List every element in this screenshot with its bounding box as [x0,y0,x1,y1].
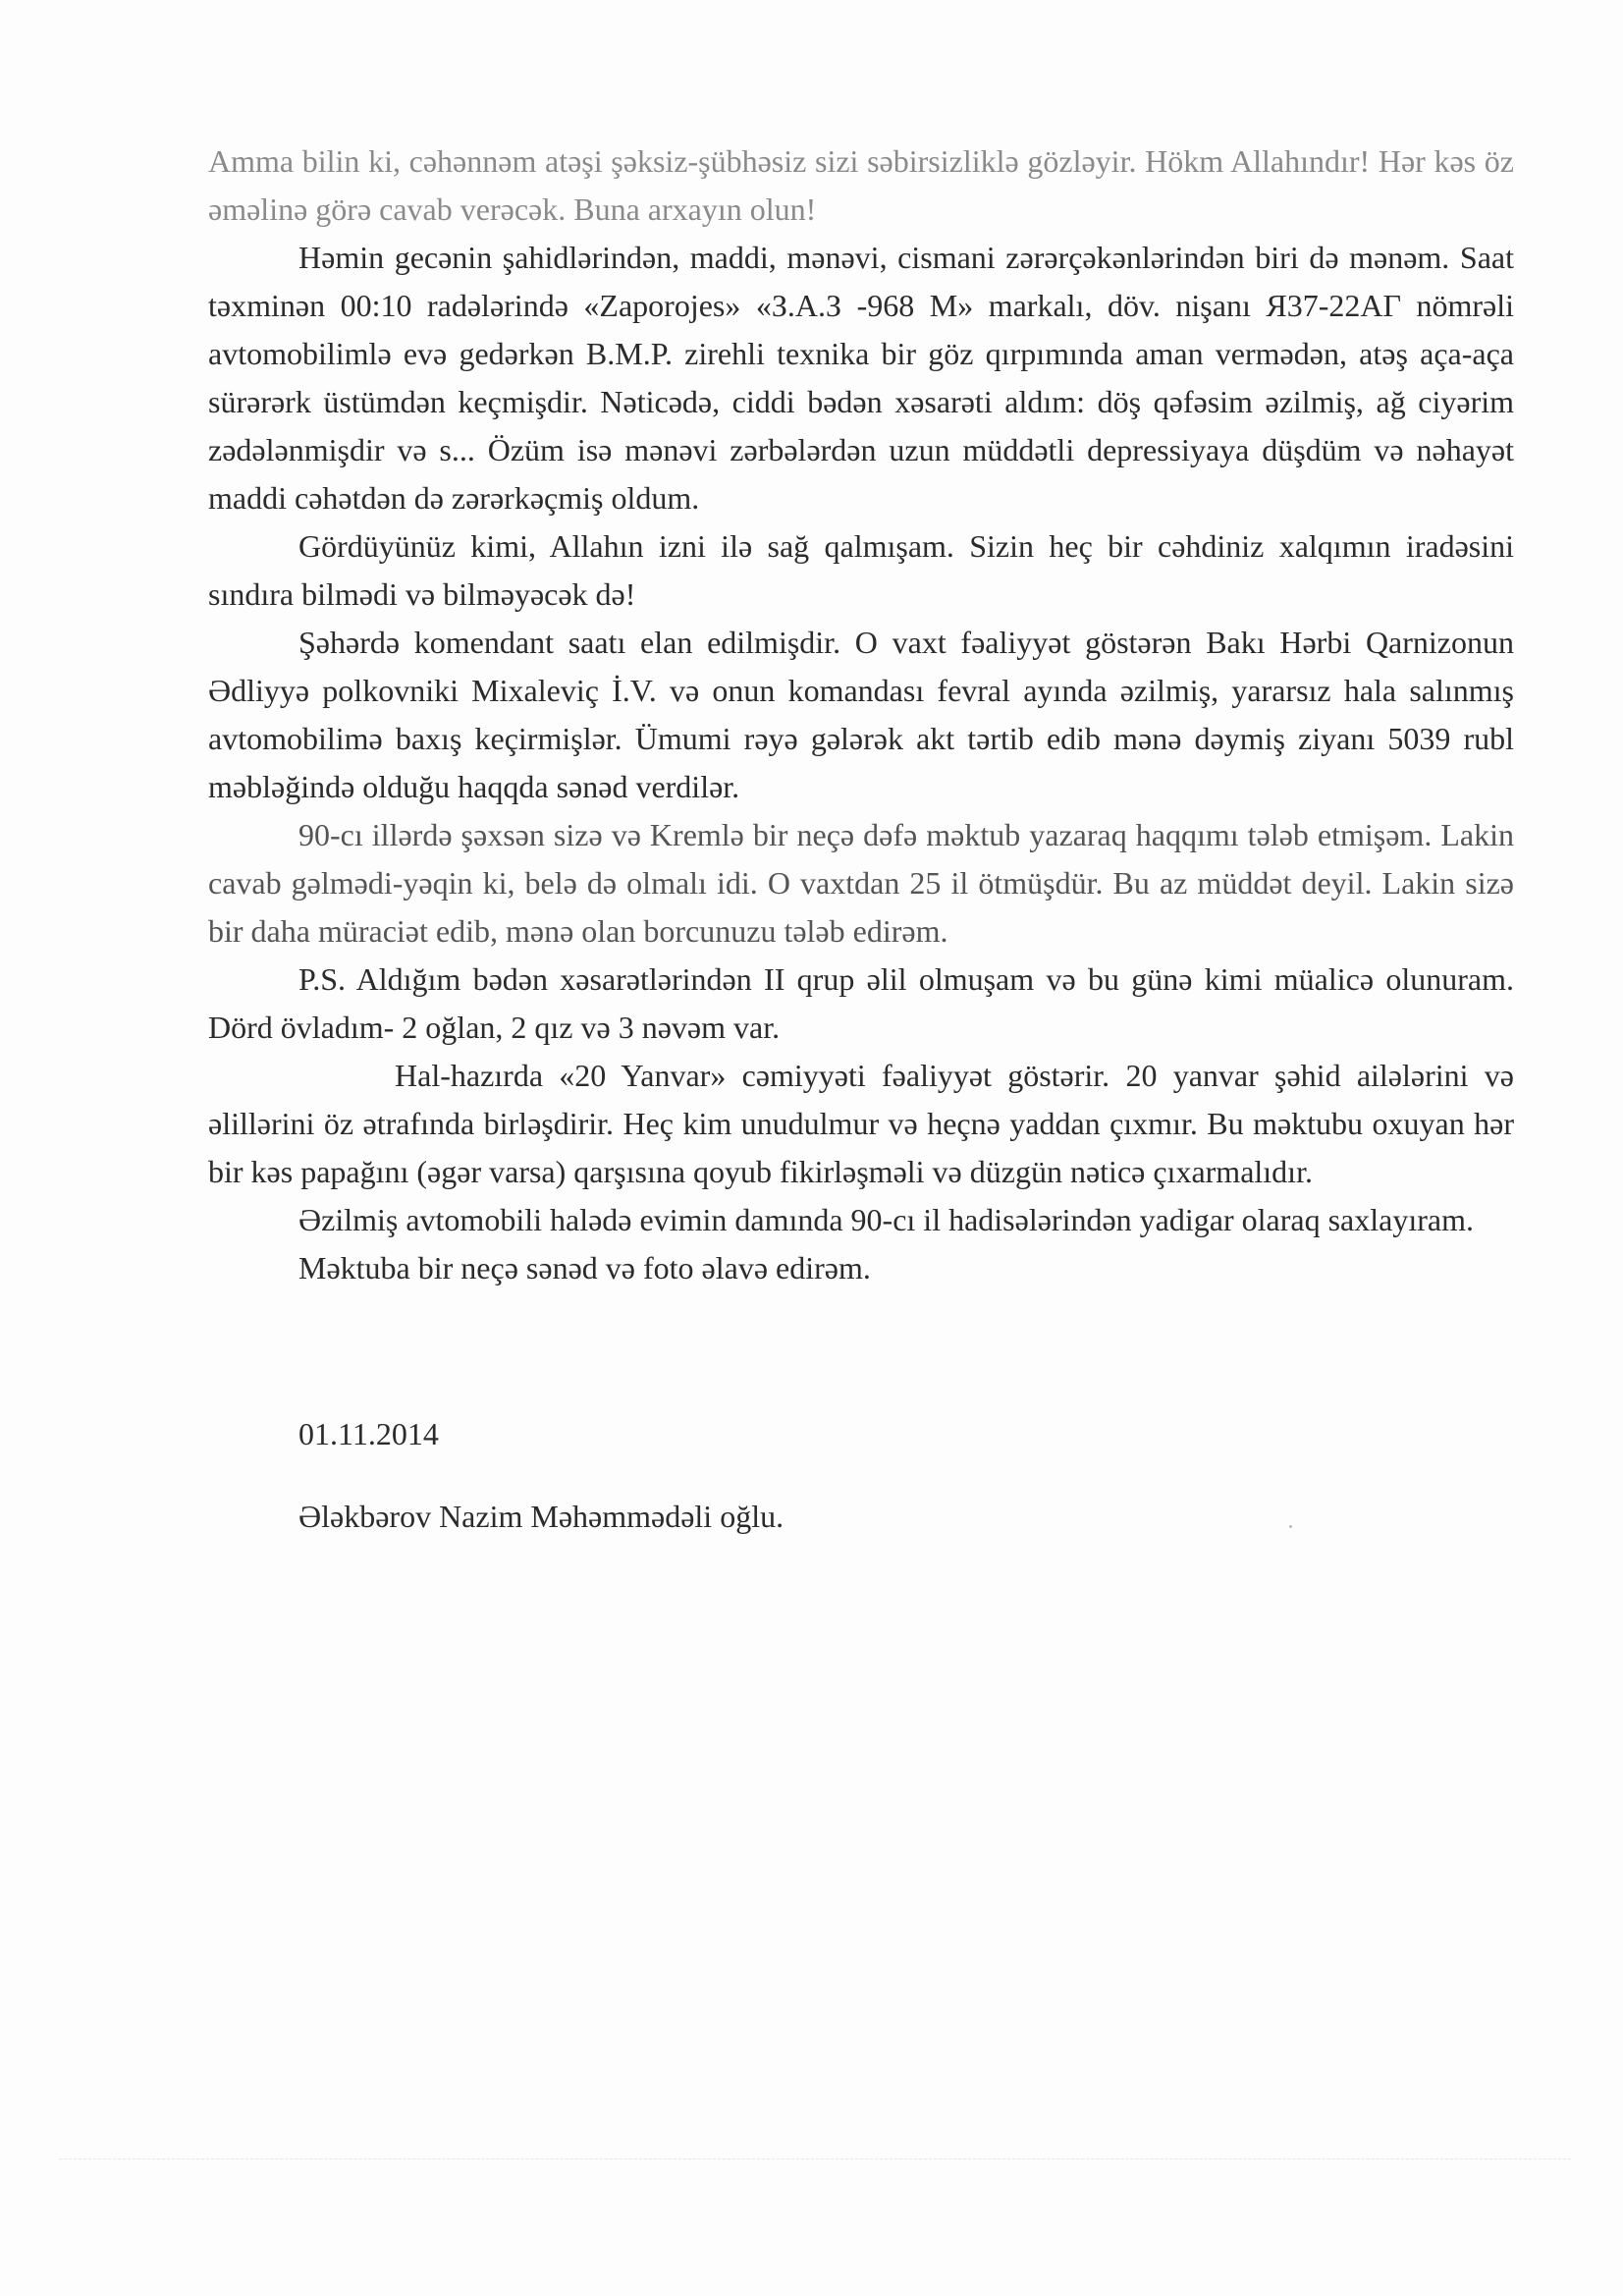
paragraph-witness-account: Həmin gecənin şahidlərindən, maddi, mənəvi, cismani zərərçəkənlərindən biri də mənəm. Saat təxminən 00:10 radələrində «Zaporojes» «З.А.З -968 M» markalı, döv. nişanı Я37-22АГ nömrəli avtomobilimlə evə gedərkən B.M.P. zirehli texnika bir göz qırpımında aman vermədən, atəş açа-açа sürərərk üstümdən keçmişdir. Nəticədə, ciddi bədən xəsarəti aldım: döş qəfəsim əzilmiş, ağ ciyərim zədələnmişdir və s... Özüm isə mənəvi zərbələrdən uzun müddətli depressiyaya düşdüm və nəhayət maddi cəhətdən də zərərkəçmiş oldum. [208,240,1514,516]
scan-speck [1289,1525,1292,1528]
paragraph-crushed-car: Əzilmiş avtomobili halədə evimin damında 90-cı il hadisələrindən yadigar olaraq saxlayıram. [298,1202,1474,1237]
spacer [208,1292,1514,1410]
spacer [208,1458,1514,1493]
paragraph-hell-warning: Amma bilin ki, cəhənnəm atəşi şəksiz-şübhəsiz sizi səbirsizliklə gözləyir. Hökm Allahındır! Hər kəs öz əməlinə görə cavab verəcək. Buna arxayın olun! [208,143,1514,227]
paragraph-letters-to-kremlin: 90-cı illərdə şəxsən sizə və Kremlə bir neçə dəfə məktub yazaraq haqqımı tələb etmişəm. Lakin cavab gəlmədi-yəqin ki, belə də olmalı idi. O vaxtdan 25 il ötmüşdür. Bu az müddət deyil. Lakin sizə bir daha müraciət edib, mənə olan borcunuzu tələb edirəm. [208,817,1514,949]
paragraph-attachments: Məktuba bir neçə sənəd və foto əlavə edirəm. [298,1250,871,1285]
letter-date: 01.11.2014 [298,1416,439,1451]
letter-body [208,137,1514,1541]
paragraph-survived: Gördüyünüz kimi, Allahın izni ilə sağ qalmışam. Sizin heç bir cəhdiniz xalqımın iradəsini sındıra bilmədi və bilməyəcək də! [208,528,1514,612]
letter-signature: Ələkbərov Nazim Məhəmmədəli oğlu. [298,1499,784,1534]
paragraph-society: Hal-hazırda «20 Yanvar» cəmiyyəti fəaliyyət göstərir. 20 yanvar şəhid ailələrini və əlillərini öz ətrafında birləşdirir. Heç kim unudulmur və heçnə yaddan çıxmır. Bu məktubu oxuyan hər bir kəs papağını (əgər varsa) qarşısına qoyub fikirləşməli və düzgün nəticə çıxarmalıdır. [208,1058,1514,1189]
paragraph-curfew-inspection: Şəhərdə komendant saatı elan edilmişdir. O vaxt fəaliyyət göstərən Bakı Hərbi Qarnizonun Ədliyyə polkovniki Mixaleviç İ.V. və onun komandası fevral ayında əzilmiş, yararsız hala salınmış avtomobilimə baxış keçirmişlər. Ümumi rəyə gələrək akt tərtib edib mənə dəymiş ziyanı 5039 rubl məbləğində olduğu haqqda sənəd verdilər. [208,625,1514,804]
paragraph-postscript: P.S. Aldığım bədən xəsarətlərindən II qrup əlil olmuşam və bu günə kimi müalicə olunuram. Dörd övladım- 2 oğlan, 2 qız və 3 nəvəm var. [208,961,1514,1045]
